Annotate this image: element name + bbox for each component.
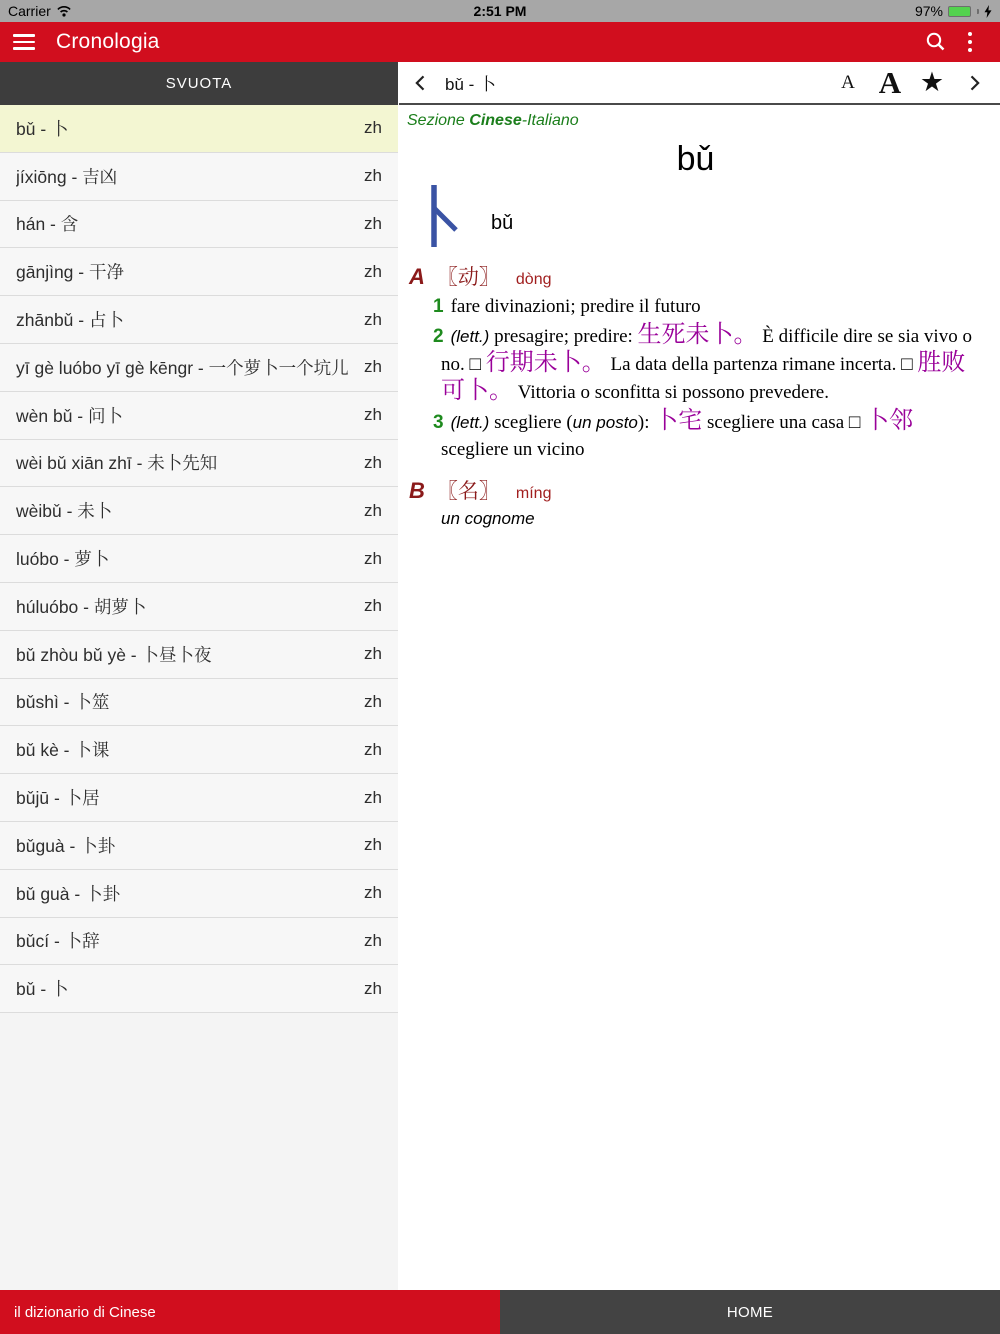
headword-pinyin: bǔ: [676, 140, 715, 178]
history-item-lang-badge: zh: [364, 883, 382, 903]
history-item[interactable]: [0, 822, 398, 870]
back-icon[interactable]: [411, 66, 431, 100]
definition-segment: un posto: [572, 413, 638, 432]
sense-pos: 〖名〗: [436, 480, 500, 503]
senses: [407, 261, 984, 529]
history-item-lang-badge: zh: [364, 596, 382, 616]
main-area: [0, 62, 1000, 1290]
history-item[interactable]: [0, 487, 398, 535]
history-item-label: zhānbǔ - 占卜: [16, 310, 124, 331]
definition-segment: scegliere una casa □: [702, 412, 866, 433]
history-item-lang-badge: zh: [364, 548, 382, 568]
sense-pos: 〖动〗: [436, 266, 500, 289]
wifi-icon: [56, 5, 72, 17]
definition-segment: ):: [637, 412, 655, 433]
history-item-lang-badge: zh: [364, 739, 382, 759]
decrease-font-button[interactable]: A: [841, 71, 855, 93]
favorite-star-icon[interactable]: ★: [919, 67, 945, 97]
increase-font-button[interactable]: A: [878, 64, 902, 100]
entry-nav-title: bǔ - 卜: [445, 75, 497, 94]
battery-percent: 97%: [914, 3, 944, 19]
history-item-lang-badge: zh: [364, 500, 382, 520]
definition-segment: (lett.): [450, 413, 490, 432]
history-item[interactable]: [0, 631, 398, 679]
history-item[interactable]: [0, 918, 398, 966]
history-item[interactable]: [0, 248, 398, 296]
sense-heading: [409, 475, 984, 505]
footer-bar: [0, 1290, 1000, 1334]
history-item[interactable]: [0, 870, 398, 918]
sense-pos-pinyin: míng: [515, 485, 552, 502]
history-item-label: gānjìng - 干净: [16, 262, 124, 283]
definition-number: 1: [433, 296, 444, 317]
status-bar: [0, 0, 1000, 22]
forward-icon[interactable]: [960, 66, 988, 100]
page-title: Cronologia: [56, 30, 160, 53]
history-panel: [0, 62, 399, 1290]
sense-letter: B: [409, 478, 425, 503]
definition-segment: scegliere un vicino: [441, 439, 585, 460]
history-item[interactable]: [0, 965, 398, 1013]
character-pinyin: bǔ: [491, 212, 514, 234]
history-item[interactable]: [0, 392, 398, 440]
definition-segment: La data della partenza rimane incerta. □: [605, 354, 918, 375]
clock: 2:51 PM: [473, 3, 527, 19]
history-item[interactable]: [0, 344, 398, 392]
charging-bolt-icon: [984, 5, 992, 18]
history-item-lang-badge: zh: [364, 118, 382, 138]
definition-segment: 生死未卜。: [637, 322, 758, 348]
entry-panel: [399, 62, 1000, 1290]
entry-content: [399, 105, 1000, 529]
history-item-label: bǔ kè - 卜课: [16, 740, 110, 761]
history-item-lang-badge: zh: [364, 930, 382, 950]
history-item-label: bǔ guà - 卜卦: [16, 883, 121, 904]
history-item-label: yī gè luóbo yī gè kēngr - 一个萝卜一个坑儿: [16, 357, 349, 378]
history-item-label: jíxiōng - 吉凶: [16, 166, 118, 187]
history-item-lang-badge: zh: [364, 835, 382, 855]
history-item-label: hán - 含: [16, 214, 79, 235]
history-item-label: bǔjū - 卜居: [16, 788, 100, 809]
definition-segment: 卜宅: [654, 408, 703, 434]
history-list: [0, 105, 398, 1290]
app-bar: [0, 22, 1000, 62]
character-glyph: [425, 183, 465, 249]
history-item-label: luóbo - 萝卜: [16, 549, 110, 570]
history-item-lang-badge: zh: [364, 166, 382, 186]
history-item-lang-badge: zh: [364, 787, 382, 807]
entry-toolbar: [399, 62, 1000, 105]
history-item-label: húluóbo - 胡萝卜: [16, 596, 147, 617]
history-item-lang-badge: zh: [364, 309, 382, 329]
history-item[interactable]: [0, 296, 398, 344]
history-item[interactable]: [0, 583, 398, 631]
clear-history-button[interactable]: SVUOTA: [0, 62, 398, 105]
battery-tip: [977, 9, 979, 14]
sense-note: un cognome: [441, 509, 535, 528]
history-item-label: bǔguà - 卜卦: [16, 835, 116, 856]
history-item[interactable]: [0, 440, 398, 488]
history-item-lang-badge: zh: [364, 452, 382, 472]
definition: [407, 408, 984, 463]
sense-pos-pinyin: dòng: [515, 271, 552, 288]
menu-icon[interactable]: [13, 34, 35, 50]
sense-letter: A: [409, 264, 425, 289]
definition: [407, 322, 984, 406]
definition-segment: Vittoria o sconfitta si possono prevedere.: [513, 382, 829, 403]
history-item[interactable]: [0, 201, 398, 249]
history-item[interactable]: [0, 679, 398, 727]
history-item-lang-badge: zh: [364, 405, 382, 425]
carrier-label: Carrier: [8, 3, 51, 19]
definition-number: 3: [433, 412, 444, 433]
definition-segment: fare divinazioni; predire il futuro: [450, 296, 701, 317]
history-item[interactable]: [0, 774, 398, 822]
history-item-label: bǔ - 卜: [16, 979, 69, 1000]
definition-segment: scegliere (: [489, 412, 573, 433]
history-item-lang-badge: zh: [364, 261, 382, 281]
footer-app-name[interactable]: il dizionario di Cinese: [0, 1290, 500, 1334]
history-item-label: bǔ zhòu bǔ yè - 卜昼卜夜: [16, 644, 212, 665]
home-button[interactable]: HOME: [500, 1290, 1000, 1334]
definition-segment: 胜败可卜。: [441, 350, 966, 404]
battery-icon: [948, 6, 971, 17]
definition-segment: È difficile dire se sia vivo o no. □: [441, 326, 972, 375]
history-item-lang-badge: zh: [364, 357, 382, 377]
section-label: Sezione Cinese-Italiano: [407, 112, 579, 129]
overflow-menu-icon[interactable]: [953, 25, 987, 59]
history-item-label: wèn bǔ - 问卜: [16, 405, 123, 426]
definition: [407, 293, 984, 320]
history-item-lang-badge: zh: [364, 213, 382, 233]
definition-segment: 卜邻: [865, 408, 914, 434]
history-item[interactable]: [0, 153, 398, 201]
definition-number: 2: [433, 326, 444, 347]
history-item-label: wèi bǔ xiān zhī - 未卜先知: [16, 453, 218, 474]
history-item[interactable]: [0, 535, 398, 583]
definition-segment: (lett.): [450, 327, 490, 346]
history-item-lang-badge: zh: [364, 691, 382, 711]
definition-segment: presagire; predire:: [489, 326, 638, 347]
history-item[interactable]: [0, 726, 398, 774]
history-item-label: bǔ - 卜: [16, 118, 69, 139]
history-item-label: bǔshì - 卜筮: [16, 692, 110, 713]
sense-heading: [409, 261, 984, 291]
search-icon[interactable]: [919, 25, 953, 59]
character-row: [425, 183, 984, 249]
history-item-lang-badge: zh: [364, 978, 382, 998]
history-item-label: bǔcí - 卜辞: [16, 931, 100, 952]
definition-segment: 行期未卜。: [485, 350, 606, 376]
history-item-lang-badge: zh: [364, 644, 382, 664]
history-item[interactable]: [0, 105, 398, 153]
history-item-label: wèibǔ - 未卜: [16, 501, 113, 522]
